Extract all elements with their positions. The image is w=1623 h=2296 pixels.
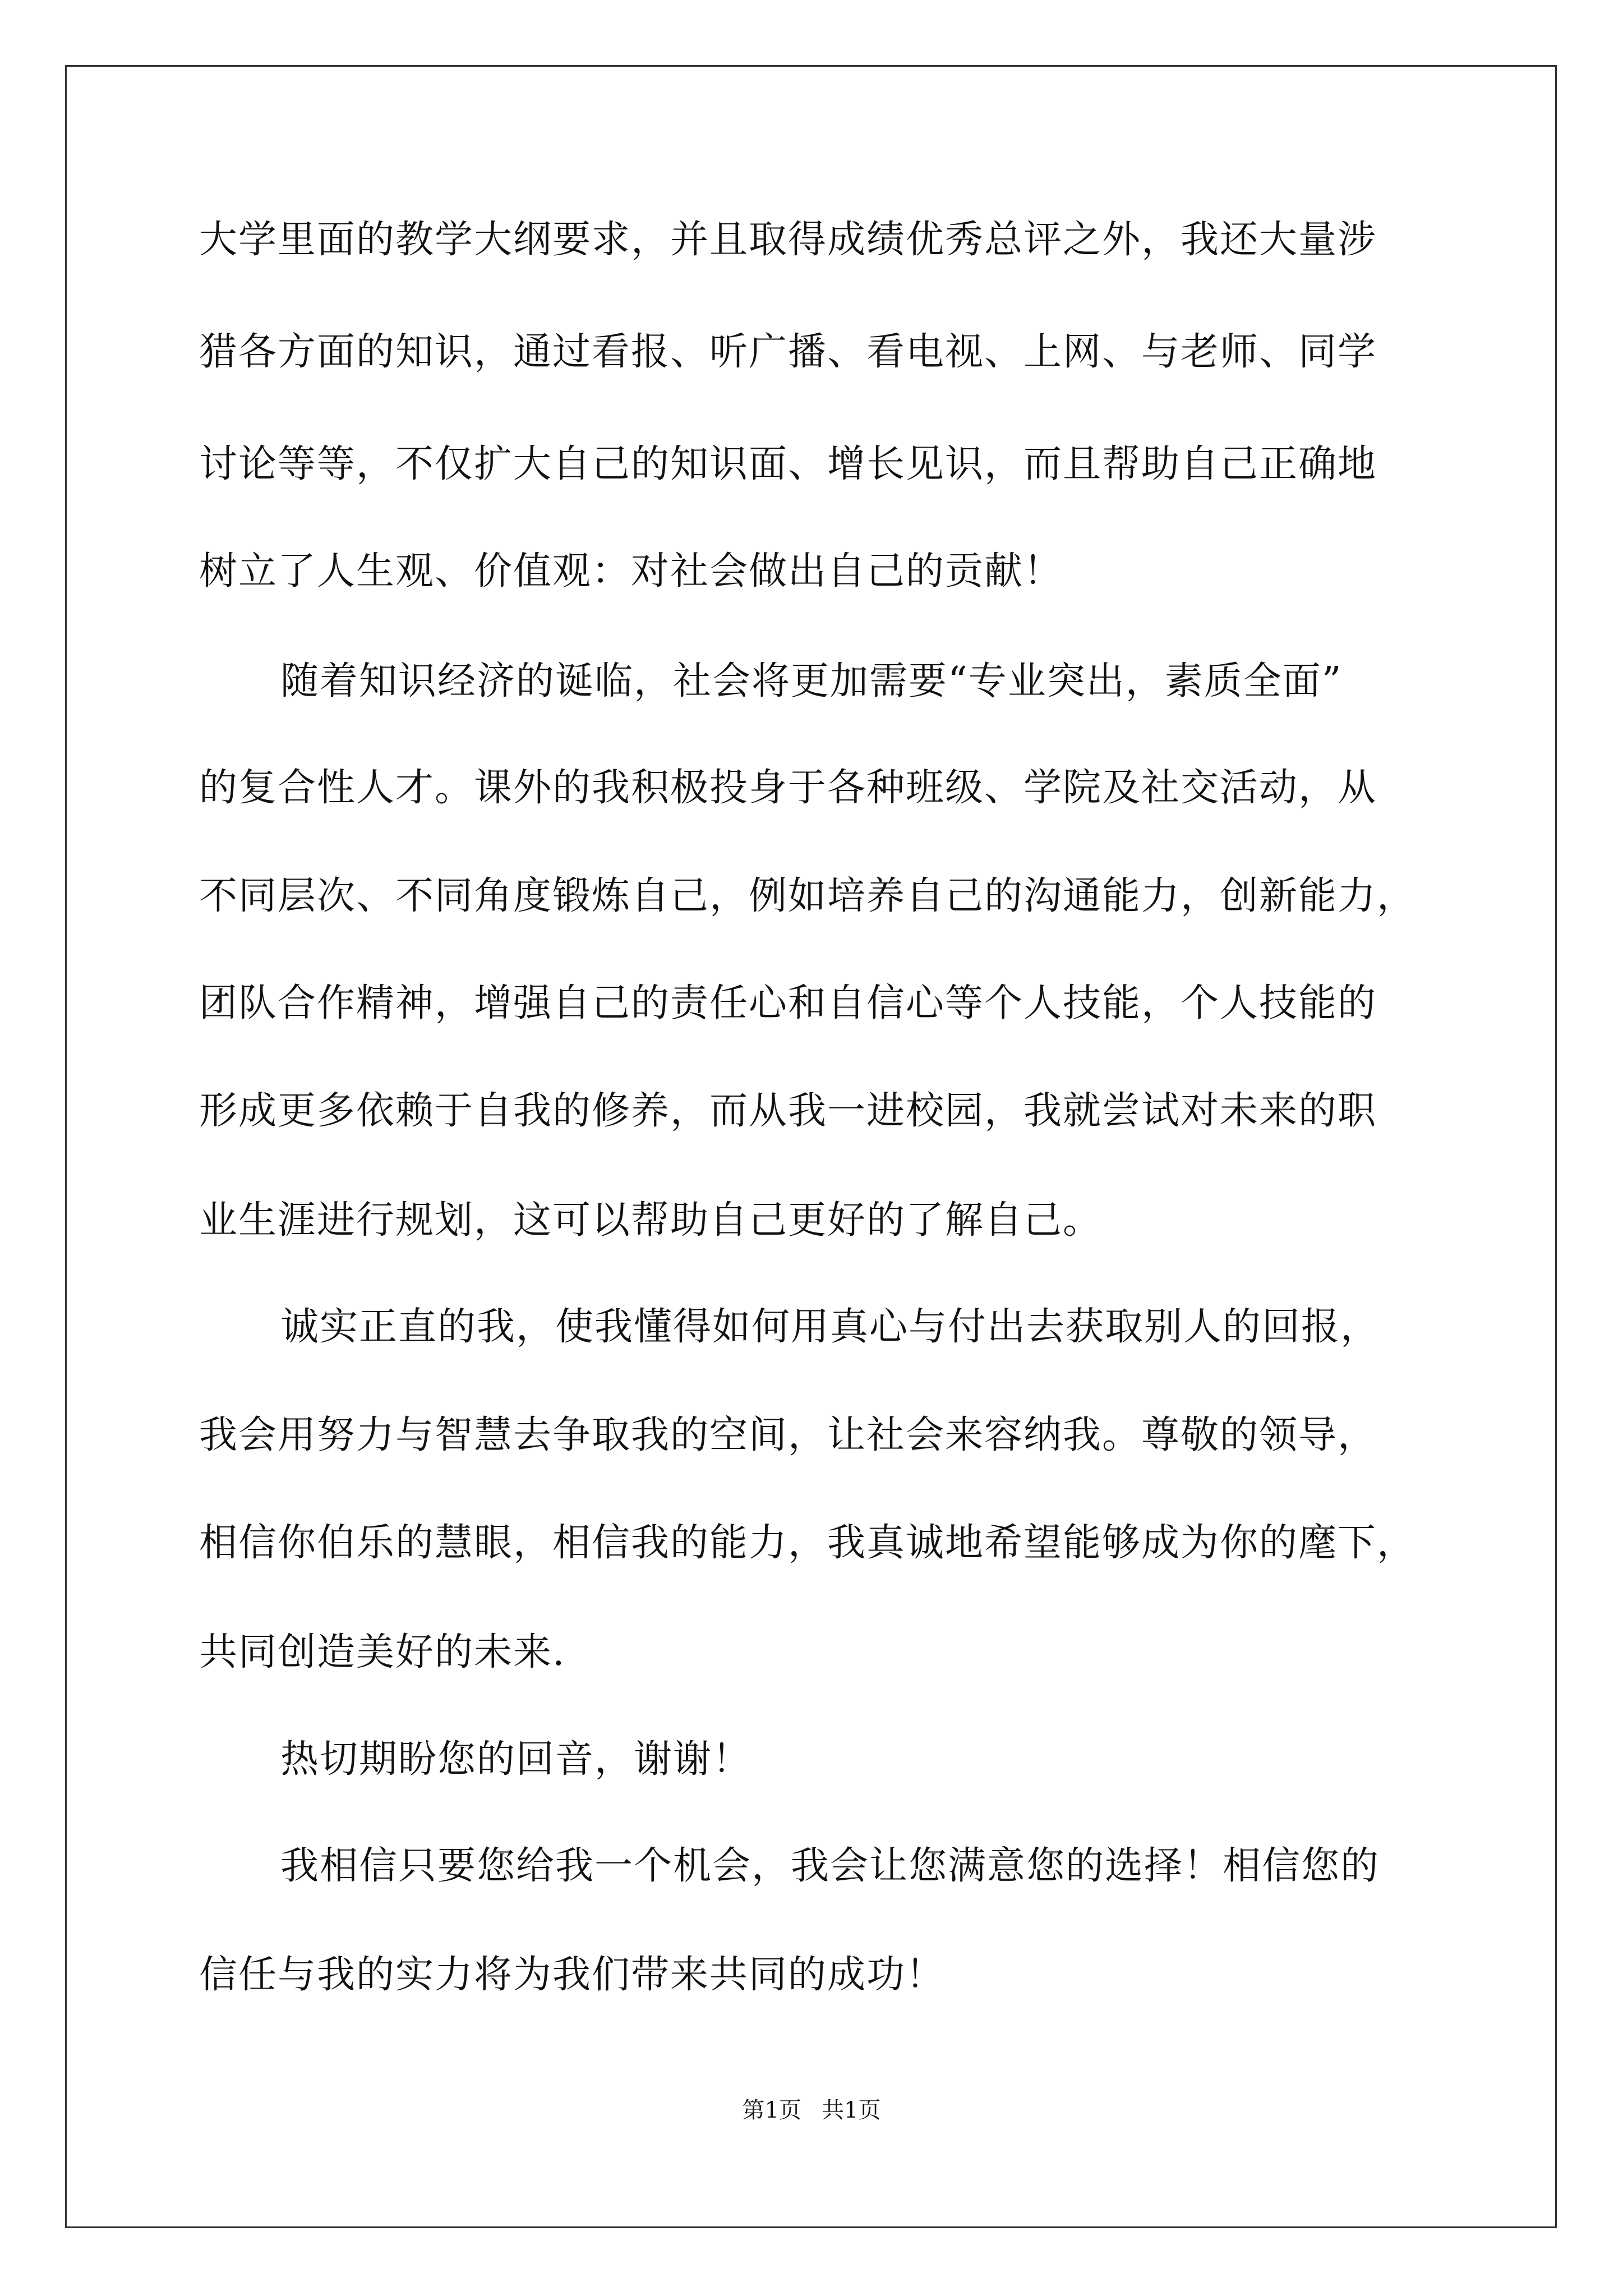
text-line: 信任与我的实力将为我们带来共同的成功！	[199, 1953, 946, 1997]
text-line: 团队合作精神，增强自己的责任心和自信心等个人技能，个人技能的	[199, 981, 1377, 1025]
text-line: 随着知识经济的诞临，社会将更加需要“专业突出，素质全面”	[280, 659, 1343, 703]
text-line: 我会用努力与智慧去争取我的空间，让社会来容纳我。尊敬的领导，	[199, 1413, 1377, 1457]
text-line: 共同创造美好的未来.	[199, 1630, 566, 1674]
text-line: 我相信只要您给我一个机会，我会让您满意您的选择！相信您的	[280, 1844, 1380, 1888]
text-line: 形成更多依赖于自我的修养，而从我一进校园，我就尝试对未来的职	[199, 1089, 1377, 1133]
text-line: 猎各方面的知识，通过看报、听广播、看电视、上网、与老师、同学	[199, 330, 1377, 374]
text-line: 大学里面的教学大纲要求，并且取得成绩优秀总评之外，我还大量涉	[199, 218, 1377, 262]
text-line: 业生涯进行规划，这可以帮助自己更好的了解自己。	[199, 1198, 1103, 1243]
text-line: 热切期盼您的回音，谢谢！	[280, 1737, 752, 1782]
text-line: 树立了人生观、价值观：对社会做出自己的贡献！	[199, 549, 1063, 593]
page-footer	[0, 2097, 1623, 2124]
text-line: 不同层次、不同角度锻炼自己，例如培养自己的沟通能力，创新能力，	[199, 874, 1417, 918]
page-border	[65, 65, 1557, 2228]
text-line: 诚实正直的我，使我懂得如何用真心与付出去获取别人的回报，	[280, 1305, 1380, 1349]
page-number: 第1页	[742, 2097, 801, 2123]
text-line: 相信你伯乐的慧眼，相信我的能力，我真诚地希望能够成为你的麾下，	[199, 1521, 1417, 1565]
text-line: 讨论等等，不仅扩大自己的知识面、增长见识，而且帮助自己正确地	[199, 442, 1377, 486]
page-total: 共1页	[822, 2097, 881, 2123]
text-line: 的复合性人才。课外的我积极投身于各种班级、学院及社交活动，从	[199, 766, 1377, 810]
